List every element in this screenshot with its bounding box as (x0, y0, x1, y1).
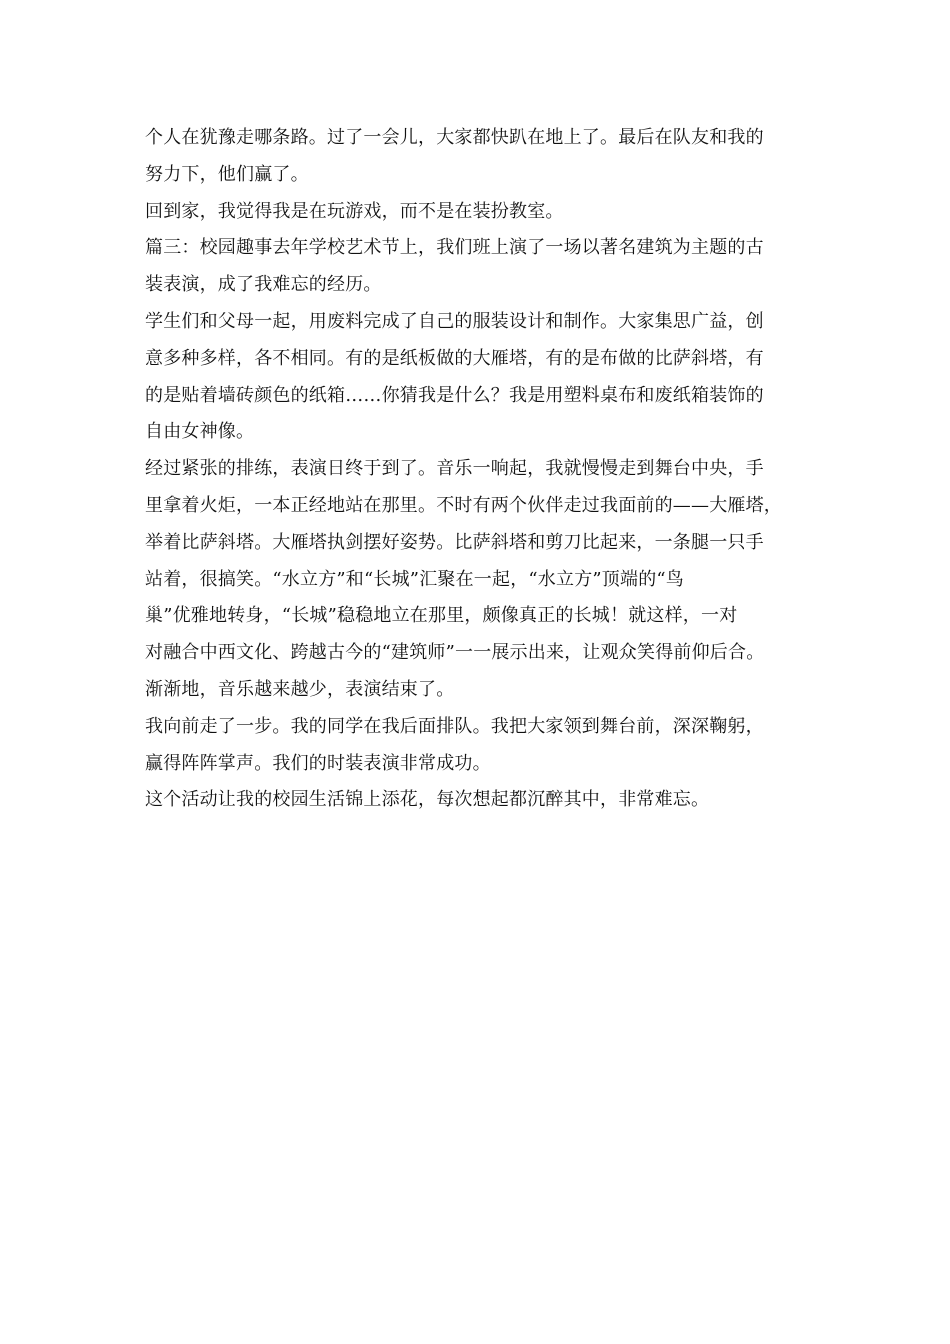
text-line: 回到家，我觉得我是在玩游戏，而不是在装扮教室。 (145, 200, 564, 222)
text-line: 经过紧张的排练，表演日终于到了。音乐一响起，我就慢慢走到舞台中央，手 (145, 458, 764, 480)
text-line: 努力下，他们赢了。 (145, 163, 309, 185)
text-line: 赢得阵阵掌声。我们的时装表演非常成功。 (145, 752, 491, 774)
text-line: 装表演，成了我难忘的经历。 (145, 274, 382, 296)
text-line: 举着比萨斜塔。大雁塔执剑摆好姿势。比萨斜塔和剪刀比起来，一条腿一只手 (145, 531, 764, 553)
body-text (145, 120, 835, 819)
text-line: 的是贴着墙砖颜色的纸箱……你猜我是什么？我是用塑料桌布和废纸箱装饰的 (145, 384, 764, 406)
text-line: 巢”优雅地转身，“长城”稳稳地立在那里，颇像真正的长城！就这样，一对 (145, 605, 738, 627)
text-line: 这个活动让我的校园生活锦上添花，每次想起都沉醉其中，非常难忘。 (145, 789, 710, 811)
text-line: 对融合中西文化、跨越古今的“建筑师”一一展示出来，让观众笑得前仰后合。 (145, 642, 765, 664)
text-line: 里拿着火炬，一本正经地站在那里。不时有两个伙伴走过我面前的——大雁塔， (145, 494, 782, 516)
text-line: 篇三：校园趣事去年学校艺术节上，我们班上演了一场以著名建筑为主题的古 (145, 237, 764, 259)
text-line: 渐渐地，音乐越来越少，表演结束了。 (145, 678, 455, 700)
text-line: 学生们和父母一起，用废料完成了自己的服装设计和制作。大家集思广益，创 (145, 310, 764, 332)
text-line: 自由女神像。 (145, 421, 255, 443)
text-line: 个人在犹豫走哪条路。过了一会儿，大家都快趴在地上了。最后在队友和我的 (145, 127, 764, 148)
text-line: 我向前走了一步。我的同学在我后面排队。我把大家领到舞台前，深深鞠躬， (145, 715, 764, 737)
text-line: 意多种多样，各不相同。有的是纸板做的大雁塔，有的是布做的比萨斜塔，有 (145, 347, 764, 369)
text-line: 站着，很搞笑。“水立方”和“长城”汇聚在一起，“水立方”顶端的“鸟 (145, 568, 685, 590)
